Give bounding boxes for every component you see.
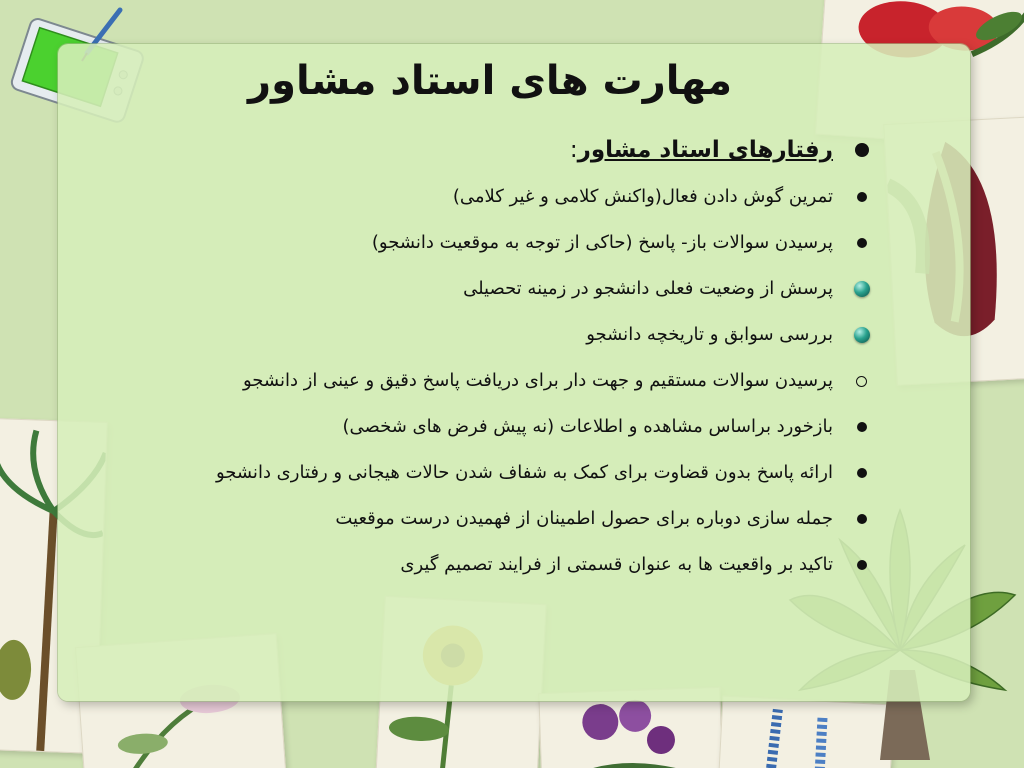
bullet-ring-icon [856,376,867,387]
list-heading-text: رفتارهای استاد مشاور [577,137,833,163]
list-item-text: پرسیدن سوالات باز- پاسخ (حاکی از توجه به موقعیت دانشجو) [371,232,833,253]
list-item-text: پرسیدن سوالات مستقیم و جهت دار برای دریافت پاسخ دقیق و عینی از دانشجو [242,370,833,391]
bullet-dot-icon [857,238,867,248]
bullet-orb-icon [854,327,870,343]
bullet-dot-icon [855,143,869,157]
list-heading-colon: : [569,137,578,163]
list-heading [90,128,875,174]
list-item-text: بازخورد براساس مشاهده و اطلاعات (نه پیش فرض های شخصی) [342,416,833,437]
slide-title: مهارت های استاد مشاور [248,58,732,104]
list-item [90,220,875,266]
bullet-dot-icon [857,560,867,570]
list-item [90,542,875,588]
list-item-text: تمرین گوش دادن فعال(واکنش کلامی و غیر کلامی) [452,186,833,207]
bullet-orb-icon [854,281,870,297]
bullet-dot-icon [857,192,867,202]
list-item [90,450,875,496]
list-item-text: ارائه پاسخ بدون قضاوت برای کمک به شفاف شدن حالات هیجانی و رفتاری دانشجو [215,462,833,483]
list-item [90,174,875,220]
list-item [90,404,875,450]
list-item-text: جمله سازی دوباره برای حصول اطمینان از فهمیدن درست موقعیت [335,508,833,529]
bullet-dot-icon [857,422,867,432]
list-item-text: پرسش از وضعیت فعلی دانشجو در زمینه تحصیلی [463,278,833,299]
list-item [90,266,875,312]
bullet-dot-icon [857,514,867,524]
list-item [90,358,875,404]
list-item-text: تاکید بر واقعیت ها به عنوان قسمتی از فرایند تصمیم گیری [400,554,833,575]
bullet-dot-icon [857,468,867,478]
list-item [90,312,875,358]
list-item [90,496,875,542]
bullet-list [90,128,875,588]
list-item-text: بررسی سوابق و تاریخچه دانشجو [586,324,833,345]
